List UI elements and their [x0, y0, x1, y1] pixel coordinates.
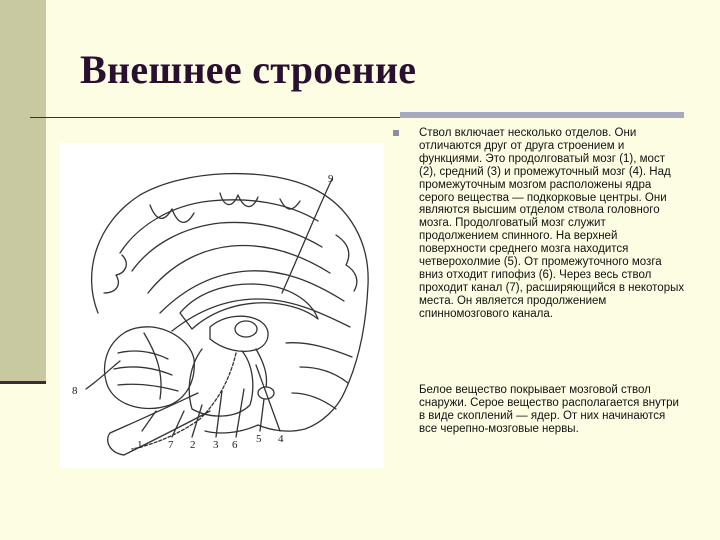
title-accent-bar: [400, 112, 684, 118]
left-band-underline: [0, 381, 46, 384]
label-6: 6: [232, 439, 238, 451]
left-decorative-band: [0, 0, 46, 383]
brain-drawing: [60, 143, 384, 468]
label-4: 4: [278, 433, 284, 445]
label-1: 1: [137, 439, 143, 451]
label-9: 9: [328, 173, 334, 185]
label-3: 3: [213, 439, 219, 451]
label-5: 5: [256, 433, 262, 445]
bullet-text: Ствол включает несколько отделов. Они отличаются друг от друга строением и функциями. Это продолговатый мозг (1), мост (2), средний (3) и промежуточный мозг (4). Над промежуточным мозгом расположены ядра серого вещества — подкорковые центры. Они являются высшим отделом ствола головного мозга. Продолговатый мозг служит продолжением спинного. На верхней поверхности среднего мозга находится четверохолмие (5). От промежуточного мозга вниз отходит гипофиз (6). Через весь ствол проходит канал (7), расширяющийся в некоторых места. Он является продолжением спинномозгового канала.: [419, 127, 685, 320]
slide-title: Внешнее строение: [80, 47, 417, 92]
bullet-text: Белое вещество покрывает мозговой ствол снаружи. Серое вещество располагается внутри в виде скоплений — ядер. От них начинаются все черепно-мозговые нервы.: [419, 384, 679, 435]
label-2: 2: [190, 439, 196, 451]
bullet-marker: [393, 130, 399, 136]
bullet-item-1: [393, 127, 685, 321]
bullet-item-2: [393, 384, 685, 436]
brain-section-figure: [60, 143, 384, 468]
label-8: 8: [72, 385, 78, 397]
label-7: 7: [168, 439, 174, 451]
